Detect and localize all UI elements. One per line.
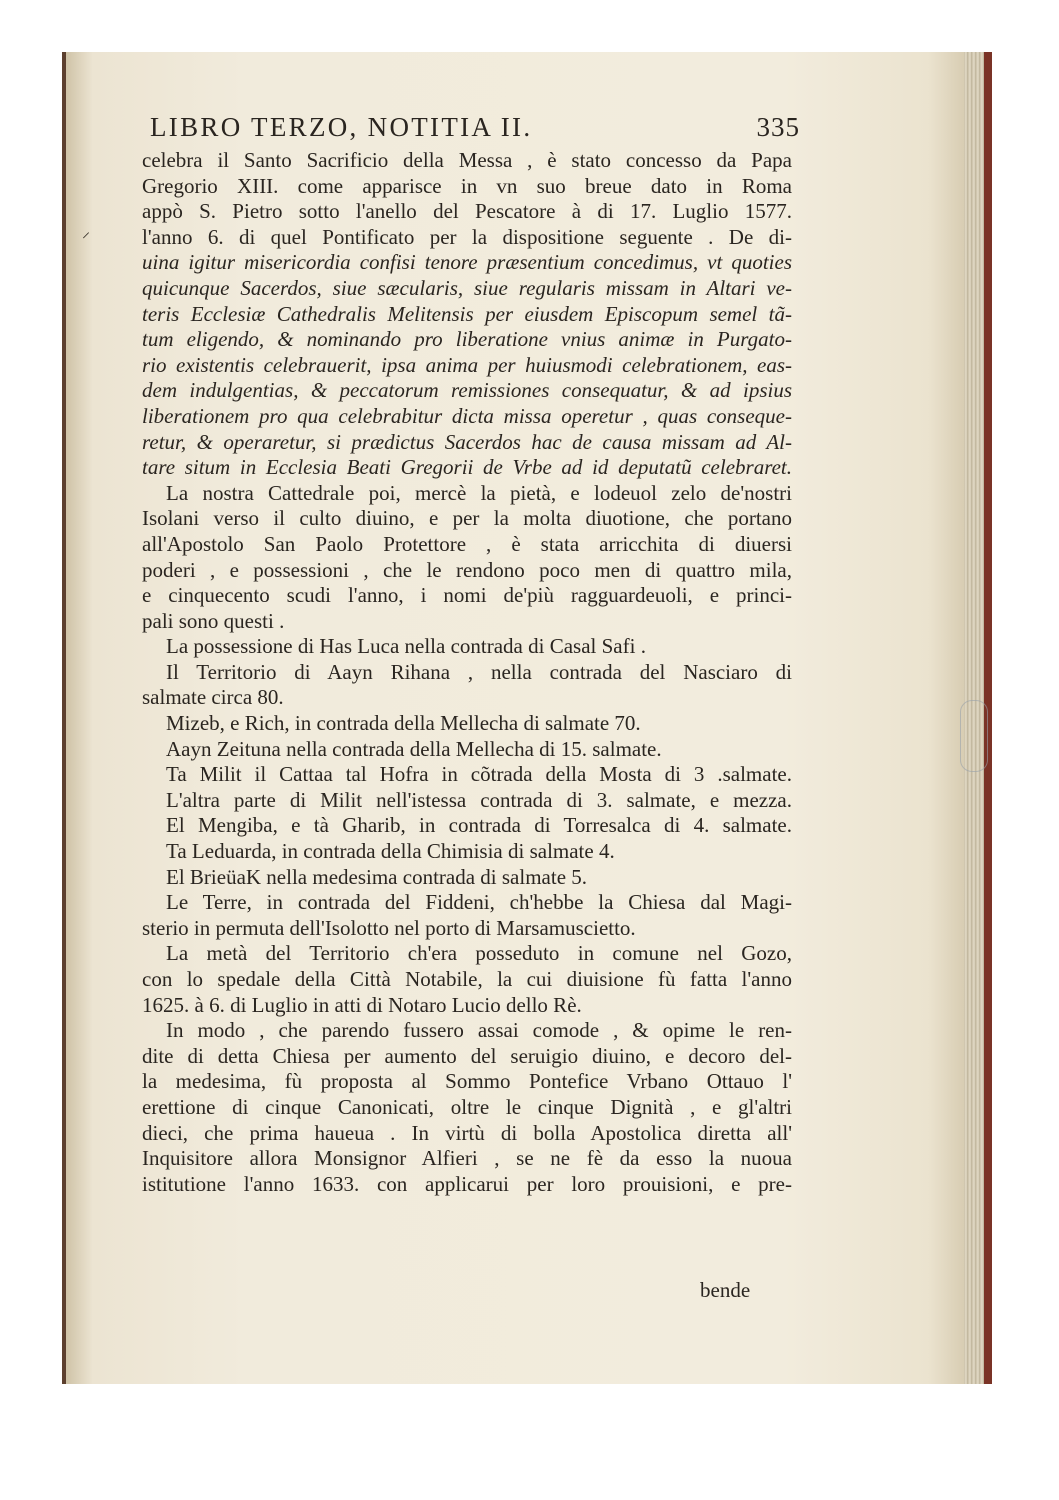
latin-quote-line: dem indulgentias, & peccatorum remissiones consequatur, & ad ipsius (142, 378, 792, 403)
running-header (150, 112, 800, 143)
property-entry: Aayn Zeituna nella contrada della Mellecha di 15. salmate. (166, 736, 662, 761)
text-line: erettione di cinque Canonicati, oltre le cinque Dignità , e gl'altri (142, 1094, 792, 1119)
text-line: In modo , che parendo fussero assai comode , & opime le ren- (166, 1018, 792, 1043)
text-line: dite di detta Chiesa per aumento del seruigio diuino, e decoro del- (142, 1043, 792, 1068)
running-title: LIBRO TERZO, NOTITIA II. (150, 112, 533, 142)
text-line: all'Apostolo San Paolo Protettore , è stata arricchita di diuersi (142, 531, 792, 556)
page-number: 335 (756, 112, 800, 142)
property-entry: L'altra parte di Milit nell'istessa contrada di 3. salmate, e mezza. (166, 787, 792, 812)
property-entry-continued: salmate circa 80. (142, 685, 284, 710)
text-line: la medesima, fù proposta al Sommo Pontefice Vrbano Ottauo l' (142, 1069, 792, 1094)
text-line: poderi , e possessioni , che le rendono poco men di quattro mila, (142, 557, 792, 582)
latin-quote-line: liberationem pro qua celebrabitur dicta missa operetur , quas conseque- (142, 403, 792, 428)
text-line: istitutione l'anno 1633. con applicarui per loro prouisioni, e pre- (142, 1171, 792, 1196)
property-entry: Ta Milit il Cattaa tal Hofra in cõtrada della Mosta di 3 .salmate. (166, 762, 792, 787)
text-line: appò S. Pietro sotto l'anello del Pescatore à di 17. Luglio 1577. (142, 199, 792, 224)
text-line: Gregorio XIII. come apparisce in vn suo breue dato in Roma (142, 173, 792, 198)
latin-quote-line: teris Ecclesiæ Cathedralis Melitensis per eiusdem Episcopum semel tã- (142, 301, 792, 326)
property-entry-continued: 1625. à 6. di Luglio in atti di Notaro Lucio dello Rè. (142, 992, 582, 1017)
text-line: dieci, che prima haueua . In virtù di bolla Apostolica diretta all' (142, 1120, 792, 1145)
property-entry: Le Terre, in contrada del Fiddeni, ch'hebbe la Chiesa dal Magi- (166, 890, 792, 915)
property-entry-continued: con lo spedale della Città Notabile, la cui diuisione fù fatta l'anno (142, 967, 792, 991)
text-line: La nostra Cattedrale poi, mercè la pietà, e lodeuol zelo de'nostri (166, 480, 792, 505)
text-line: e cinquecento scudi l'anno, i nomi de'più ragguardeuoli, e princi- (142, 583, 792, 608)
text-line: l'anno 6. di quel Pontificato per la dispositione seguente . De di- (142, 224, 792, 249)
text-line: Inquisitore allora Monsignor Alfieri , se ne fè da esso la nuoua (142, 1146, 792, 1171)
property-entry: Mizeb, e Rich, in contrada della Mellecha di salmate 70. (166, 711, 641, 736)
latin-quote-line: retur, & operaretur, si prædictus Sacerdos hac de causa missam ad Al- (142, 429, 792, 454)
property-entry: La possessione di Has Luca nella contrada di Casal Safi . (166, 634, 646, 659)
text-line: pali sono questi . (142, 608, 285, 633)
property-entry: La metà del Territorio ch'era posseduto in comune nel Gozo, (166, 941, 792, 966)
latin-quote-line: quicunque Sacerdos, siue sæcularis, siue regularis missam in Altari ve- (142, 275, 792, 300)
margin-mark: ⸝ (82, 222, 91, 241)
catchword: bende (700, 1278, 751, 1302)
text-line: celebra il Santo Sacrificio della Messa , è stato concesso da Papa (142, 148, 792, 172)
text-line: Isolani verso il culto diuino, e per la molta diuotione, che portano (142, 506, 792, 531)
page-body (142, 148, 792, 1197)
latin-quote-line: uina igitur misericordia confisi tenore præsentium concedimus, vt quoties (142, 250, 792, 275)
latin-quote-line: rio existentis celebrauerit, ipsa anima per huiusmodi celebrationem, eas- (142, 352, 792, 377)
latin-quote-line: tum eligendo, & nominando pro liberatione vnius animæ in Purgato- (142, 327, 792, 352)
property-entry-continued: sterio in permuta dell'Isolotto nel porto di Marsamuscietto. (142, 915, 636, 940)
property-entry: Ta Leduarda, in contrada della Chimisia di salmate 4. (166, 839, 615, 864)
library-stamp (960, 700, 988, 772)
latin-quote-line: tare situm in Ecclesia Beati Gregorii de Vrbe ad id deputatũ celebraret. (142, 455, 792, 480)
property-entry: El Mengiba, e tà Gharib, in contrada di Torresalca di 4. salmate. (166, 813, 792, 838)
property-entry: El BrieüaK nella medesima contrada di salmate 5. (166, 864, 588, 889)
property-entry: Il Territorio di Aayn Rihana , nella contrada del Nasciaro di (166, 659, 792, 684)
